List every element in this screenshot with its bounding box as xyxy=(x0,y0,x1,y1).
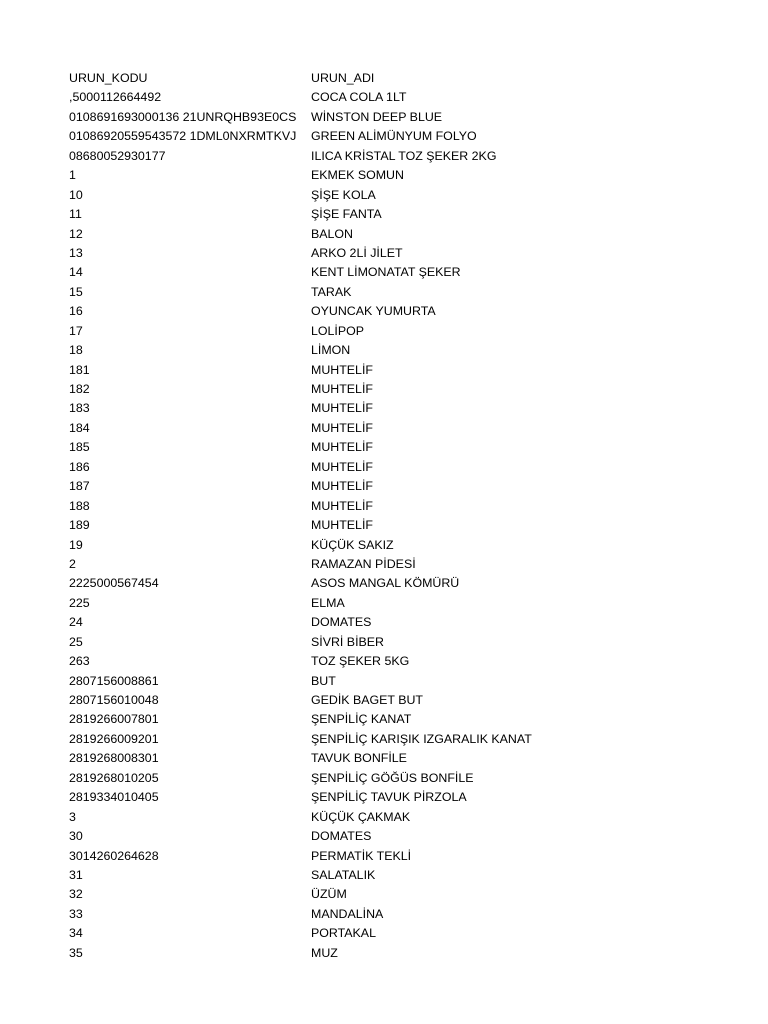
cell-urun-kodu: 01086920559543572 1DML0NXRMTKVJ xyxy=(69,129,297,144)
table-row xyxy=(69,341,729,360)
cell-urun-adi: ŞENPİLİÇ KANAT xyxy=(311,712,412,727)
cell-urun-kodu: 184 xyxy=(69,420,90,435)
table-row xyxy=(69,613,729,632)
cell-urun-kodu: 183 xyxy=(69,401,90,416)
cell-urun-kodu: 3014260264628 xyxy=(69,848,159,863)
cell-urun-kodu: 181 xyxy=(69,362,90,377)
cell-urun-adi: MUZ xyxy=(311,945,338,960)
cell-urun-adi: SİVRİ BİBER xyxy=(311,634,384,649)
table-row xyxy=(69,808,729,827)
table-row xyxy=(69,924,729,943)
cell-urun-kodu: 2225000567454 xyxy=(69,576,159,591)
cell-urun-kodu: 18 xyxy=(69,343,83,358)
table-row xyxy=(69,419,729,438)
table-row xyxy=(69,225,729,244)
table-row xyxy=(69,574,729,593)
cell-urun-adi: WİNSTON DEEP BLUE xyxy=(311,109,443,124)
cell-urun-adi: DOMATES xyxy=(311,615,372,630)
cell-urun-kodu: 08680052930177 xyxy=(69,148,166,163)
cell-urun-adi: ELMA xyxy=(311,595,345,610)
cell-urun-adi: BALON xyxy=(311,226,354,241)
cell-urun-kodu: 263 xyxy=(69,654,90,669)
cell-urun-kodu: 2 xyxy=(69,556,76,571)
table-row xyxy=(69,88,729,107)
cell-urun-kodu: 188 xyxy=(69,498,90,513)
table-row xyxy=(69,555,729,574)
table-row xyxy=(69,944,729,963)
cell-urun-adi: ŞİŞE FANTA xyxy=(311,207,382,222)
table-row xyxy=(69,847,729,866)
cell-urun-kodu: ,5000112664492 xyxy=(69,90,162,105)
table-row xyxy=(69,361,729,380)
table-body xyxy=(69,88,729,963)
cell-urun-adi: MUHTELİF xyxy=(311,362,373,377)
table-row xyxy=(69,399,729,418)
cell-urun-adi: MUHTELİF xyxy=(311,401,373,416)
table-row xyxy=(69,458,729,477)
table-row xyxy=(69,283,729,302)
cell-urun-kodu: 0108691693000136 21UNRQHB93E0CS xyxy=(69,109,297,124)
table-header-row xyxy=(69,69,729,88)
table-row xyxy=(69,477,729,496)
cell-urun-adi: ŞİŞE KOLA xyxy=(311,187,376,202)
cell-urun-adi: ÜZÜM xyxy=(311,887,347,902)
cell-urun-kodu: 11 xyxy=(69,207,82,222)
cell-urun-adi: ASOS MANGAL KÖMÜRÜ xyxy=(311,576,460,591)
table-row xyxy=(69,769,729,788)
table-row xyxy=(69,186,729,205)
cell-urun-kodu: 187 xyxy=(69,479,90,494)
cell-urun-adi: MUHTELİF xyxy=(311,382,373,396)
table-row xyxy=(69,516,729,535)
table-row xyxy=(69,710,729,729)
cell-urun-kodu: 10 xyxy=(69,187,83,202)
cell-urun-adi: OYUNCAK YUMURTA xyxy=(311,304,436,319)
table-row xyxy=(69,438,729,457)
cell-urun-kodu: 182 xyxy=(69,382,90,396)
cell-urun-adi: LİMON xyxy=(311,343,351,358)
table-row xyxy=(69,788,729,807)
cell-urun-adi: DOMATES xyxy=(311,829,372,844)
cell-urun-kodu: 2819268010205 xyxy=(69,770,159,785)
cell-urun-adi: MUHTELİF xyxy=(311,518,373,533)
table-row xyxy=(69,244,729,263)
cell-urun-kodu: 225 xyxy=(69,595,90,610)
table-row xyxy=(69,127,729,146)
cell-urun-kodu: 15 xyxy=(69,284,83,299)
cell-urun-adi: COCA COLA 1LT xyxy=(311,90,407,105)
cell-urun-adi: MANDALİNA xyxy=(311,906,384,921)
product-table xyxy=(69,69,729,963)
cell-urun-kodu: 2819266009201 xyxy=(69,731,159,746)
cell-urun-adi: ARKO 2Lİ JİLET xyxy=(311,245,403,260)
table-row xyxy=(69,633,729,652)
cell-urun-adi: SALATALIK xyxy=(311,867,376,882)
cell-urun-kodu: 186 xyxy=(69,459,90,474)
table-row xyxy=(69,147,729,166)
cell-urun-adi: PORTAKAL xyxy=(311,926,376,941)
table-row xyxy=(69,594,729,613)
cell-urun-adi: GEDİK BAGET BUT xyxy=(311,693,423,707)
cell-urun-kodu: 34 xyxy=(69,926,83,941)
cell-urun-kodu: 30 xyxy=(69,829,83,844)
cell-urun-kodu: 16 xyxy=(69,304,83,319)
table-row xyxy=(69,730,729,749)
cell-urun-adi: ŞENPİLİÇ TAVUK PİRZOLA xyxy=(311,790,467,805)
cell-urun-kodu: 31 xyxy=(69,867,83,882)
cell-urun-adi: ŞENPİLİÇ GÖĞÜS BONFİLE xyxy=(311,770,474,785)
table-row xyxy=(69,866,729,885)
cell-urun-kodu: 2807156010048 xyxy=(69,693,159,707)
cell-urun-kodu: 14 xyxy=(69,265,83,280)
cell-urun-kodu: 2819268008301 xyxy=(69,751,159,766)
table-row xyxy=(69,380,729,399)
header-urun-kodu: URUN_KODU xyxy=(69,71,148,85)
cell-urun-kodu: 32 xyxy=(69,887,83,902)
table-row xyxy=(69,497,729,516)
cell-urun-kodu: 2819266007801 xyxy=(69,712,159,727)
header-urun-adi: URUN_ADI xyxy=(311,71,375,85)
table-row xyxy=(69,652,729,671)
table-row xyxy=(69,885,729,904)
table-row xyxy=(69,302,729,321)
cell-urun-adi: TARAK xyxy=(311,284,352,299)
cell-urun-adi: BUT xyxy=(311,673,336,688)
cell-urun-kodu: 3 xyxy=(69,809,76,824)
table-row xyxy=(69,205,729,224)
table-row xyxy=(69,905,729,924)
cell-urun-adi: MUHTELİF xyxy=(311,479,373,494)
cell-urun-kodu: 25 xyxy=(69,634,83,649)
cell-urun-kodu: 33 xyxy=(69,906,83,921)
table-row xyxy=(69,108,729,127)
cell-urun-kodu: 13 xyxy=(69,245,83,260)
cell-urun-kodu: 2819334010405 xyxy=(69,790,159,805)
cell-urun-kodu: 24 xyxy=(69,615,83,630)
cell-urun-kodu: 35 xyxy=(69,945,83,960)
table-row xyxy=(69,672,729,691)
cell-urun-kodu: 19 xyxy=(69,537,83,552)
cell-urun-kodu: 17 xyxy=(69,323,83,338)
table-row xyxy=(69,749,729,768)
cell-urun-adi: KENT LİMONATAT ŞEKER xyxy=(311,265,461,280)
cell-urun-adi: KÜÇÜK SAKIZ xyxy=(311,537,394,552)
cell-urun-adi: PERMATİK TEKLİ xyxy=(311,848,412,863)
cell-urun-adi: TAVUK BONFİLE xyxy=(311,751,407,766)
cell-urun-adi: LOLİPOP xyxy=(311,323,365,338)
cell-urun-adi: GREEN ALİMÜNYUM FOLYO xyxy=(311,129,477,144)
table-row xyxy=(69,322,729,341)
cell-urun-adi: ILICA KRİSTAL TOZ ŞEKER 2KG xyxy=(311,148,497,163)
cell-urun-adi: MUHTELİF xyxy=(311,459,373,474)
cell-urun-kodu: 2807156008861 xyxy=(69,673,159,688)
cell-urun-kodu: 189 xyxy=(69,518,90,533)
cell-urun-kodu: 185 xyxy=(69,440,90,455)
cell-urun-kodu: 12 xyxy=(69,226,83,241)
cell-urun-adi: RAMAZAN PİDESİ xyxy=(311,556,416,571)
cell-urun-adi: MUHTELİF xyxy=(311,420,373,435)
cell-urun-adi: MUHTELİF xyxy=(311,440,373,455)
cell-urun-adi: ŞENPİLİÇ KARIŞIK IZGARALIK KANAT xyxy=(311,731,532,746)
cell-urun-kodu: 1 xyxy=(69,168,76,183)
cell-urun-adi: KÜÇÜK ÇAKMAK xyxy=(311,809,411,824)
cell-urun-adi: EKMEK SOMUN xyxy=(311,168,404,183)
cell-urun-adi: MUHTELİF xyxy=(311,498,373,513)
cell-urun-adi: TOZ ŞEKER 5KG xyxy=(311,654,410,669)
table-row xyxy=(69,691,729,710)
table-row xyxy=(69,827,729,846)
table-row xyxy=(69,536,729,555)
table-row xyxy=(69,166,729,185)
table-row xyxy=(69,263,729,282)
